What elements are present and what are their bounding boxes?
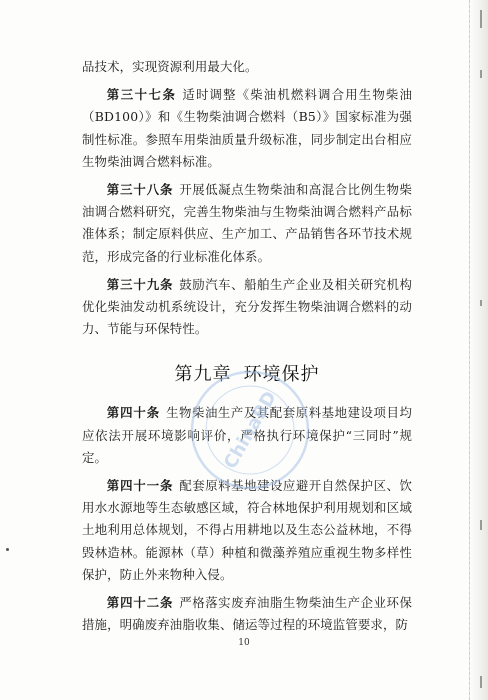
scan-edge-mark [480,676,482,688]
chapter-heading [82,360,412,386]
article-text: 开展低凝点生物柴油和高混合比例生物柴油调合燃料研究，完善生物柴油与生物柴油调合燃料产品标准体系；制定原料供应、生产加工、产品销售各环节技术规范，形成完备的行业标准化体系。 [82,182,413,264]
article-number: 第三十九条 [106,276,174,292]
article-text: 适时调整《柴油机燃料调合用生物柴油（BD100）》和《生物柴油调合燃料（B5）》国家标准为强制性标准。参照车用柴油质量升级标准，同步制定出台相应生物柴油调合燃料标准。 [82,87,412,169]
article-text: 生物柴油生产及其配套原料基地建设项目均应依法开展环境影响评价，严格执行环境保护“三同时”规定。 [82,405,412,465]
article-number: 第三十七条 [106,87,177,103]
svg-text:ChinaBD: ChinaBD [219,387,281,473]
article-number: 第四十二条 [106,595,174,611]
paragraph-text: 品技术，实现资源利用最大化。 [82,59,258,74]
scan-speck [6,548,9,551]
article-41 [82,475,412,586]
scan-edge [469,0,488,700]
scan-edge-mark [480,10,482,28]
article-text: 鼓励汽车、船舶生产企业及相关研究机构优化柴油发动机系统设计，充分发挥生物柴油调合燃料的动力、节能与环保特性。 [82,276,413,337]
article-37 [82,84,412,173]
article-text: 配套原料基地建设应避开自然保护区、饮用水水源地等生态敏感区域，符合林地保护利用规划和区域土地利用总体规划，不得占用耕地以及生态公益林地，不得毁林造林。能源林（草）种植和微藻养殖应重视生物多样性保护，防止外来物种入侵。 [82,478,413,582]
article-number: 第四十一条 [106,478,174,494]
scan-edge-mark [480,520,482,530]
article-40 [82,402,412,469]
scan-edge-mark [480,300,482,306]
article-number: 第三十八条 [106,182,174,198]
article-text: 严格落实废弃油脂生物柴油生产企业环保措施，明确废弃油脂收集、储运等过程的环境监管要求，防 [82,595,413,633]
article-number: 第四十条 [106,405,161,421]
article-38 [82,179,412,268]
chapter-title: 环境保护 [243,364,320,386]
article-39 [82,274,412,341]
chapter-number: 第九章 [174,364,232,386]
article-42 [82,592,412,636]
paragraph-continuation [82,56,412,78]
page-number: 10 [238,638,250,648]
document-body [82,56,412,642]
scan-edge-mark [480,70,482,78]
